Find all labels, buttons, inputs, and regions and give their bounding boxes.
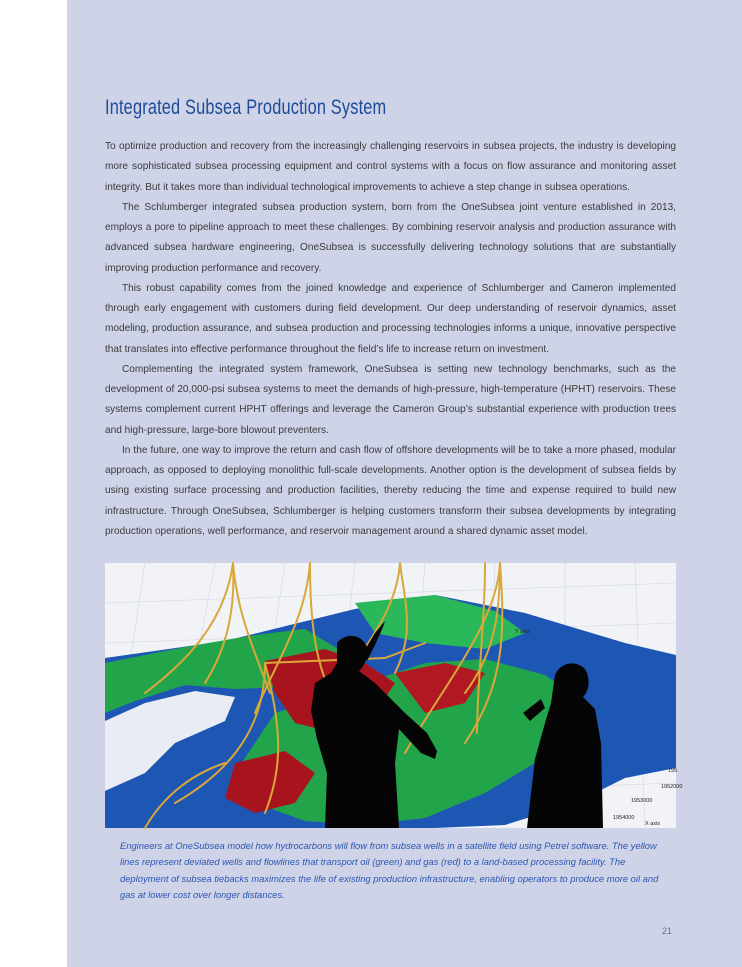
section-title: Integrated Subsea Production System bbox=[105, 96, 387, 119]
figure-caption: Engineers at OneSubsea model how hydrocarbons will flow from subsea wells in a satellite field using Petrel software. The yellow lines represent deviated wells and flowlines that transport oil (green) and gas (red) to a land-based processing facility. The deployment of subsea tiebacks maximizes the life of existing production infrastructure, enabling operators to produce more oil and gas at lower cost over longer distances. bbox=[120, 840, 659, 901]
axis-label-195: 195 bbox=[668, 768, 678, 774]
paragraph-4: Complementing the integrated system framework, OneSubsea is setting new technology benchmarks, such as the development of 20,000-psi subsea systems to meet the demands of high-pressure, high-temperature (HPHT) reservoirs. These systems complement current HPHT offerings and leverage the Cameron Group’s substantial experience with production trees and high-pressure, large-bore blowout preventers. bbox=[105, 363, 676, 436]
paragraph-2: The Schlumberger integrated subsea production system, born from the OneSubsea joint venture established in 2013, employs a pore to pipeline approach to meet these challenges. By combining reservoir analysis and production assurance with advanced subsea hardware engineering, OneSubsea is successfully delivering technology solutions that are substantially improving production performance and recovery. bbox=[105, 201, 676, 274]
paragraph-3: This robust capability comes from the joined knowledge and experience of Schlumberger and Cameron implemented through early engagement with customers during field development. Our deep understanding of reservoir dynamics, asset modeling, production assurance, and subsea production and processing technologies informs a unique, innovative perspective that translates into effective performance throughout the field’s life to increase return on investment. bbox=[105, 282, 676, 355]
axis-label-x: X axis bbox=[645, 821, 660, 827]
axis-label-1952000: 1952000 bbox=[661, 784, 683, 790]
reservoir-model-illustration bbox=[105, 563, 683, 828]
left-margin bbox=[0, 0, 67, 967]
page-number: 21 bbox=[662, 926, 673, 936]
paragraph-5: In the future, one way to improve the return and cash flow of offshore developments will be to take a more phased, modular approach, as opposed to deploying monolithic full-scale developments. Another option is the development of subsea fields by using existing surface processing and production facilities, thereby reducing the time and expense required to build new infrastructure. Through OneSubsea, Schlumberger is helping customers transform their subsea developments by integrating production operations, well performance, and reservoir management around a shared dynamic asset model. bbox=[105, 444, 676, 537]
body-text bbox=[105, 137, 676, 542]
paragraph-1: To optimize production and recovery from the increasingly challenging reservoirs in subsea projects, the industry is developing more sophisticated subsea processing equipment and control systems with a focus on flow assurance and monitoring asset integrity. But it takes more than individual technological improvements to achieve a step change in subsea operations. bbox=[105, 141, 676, 193]
axis-label-1954000: 1954000 bbox=[613, 815, 635, 821]
axis-label-y: Y axis bbox=[515, 629, 530, 635]
reservoir-model-photo bbox=[105, 563, 683, 828]
axis-label-1953000: 1953000 bbox=[631, 798, 653, 804]
